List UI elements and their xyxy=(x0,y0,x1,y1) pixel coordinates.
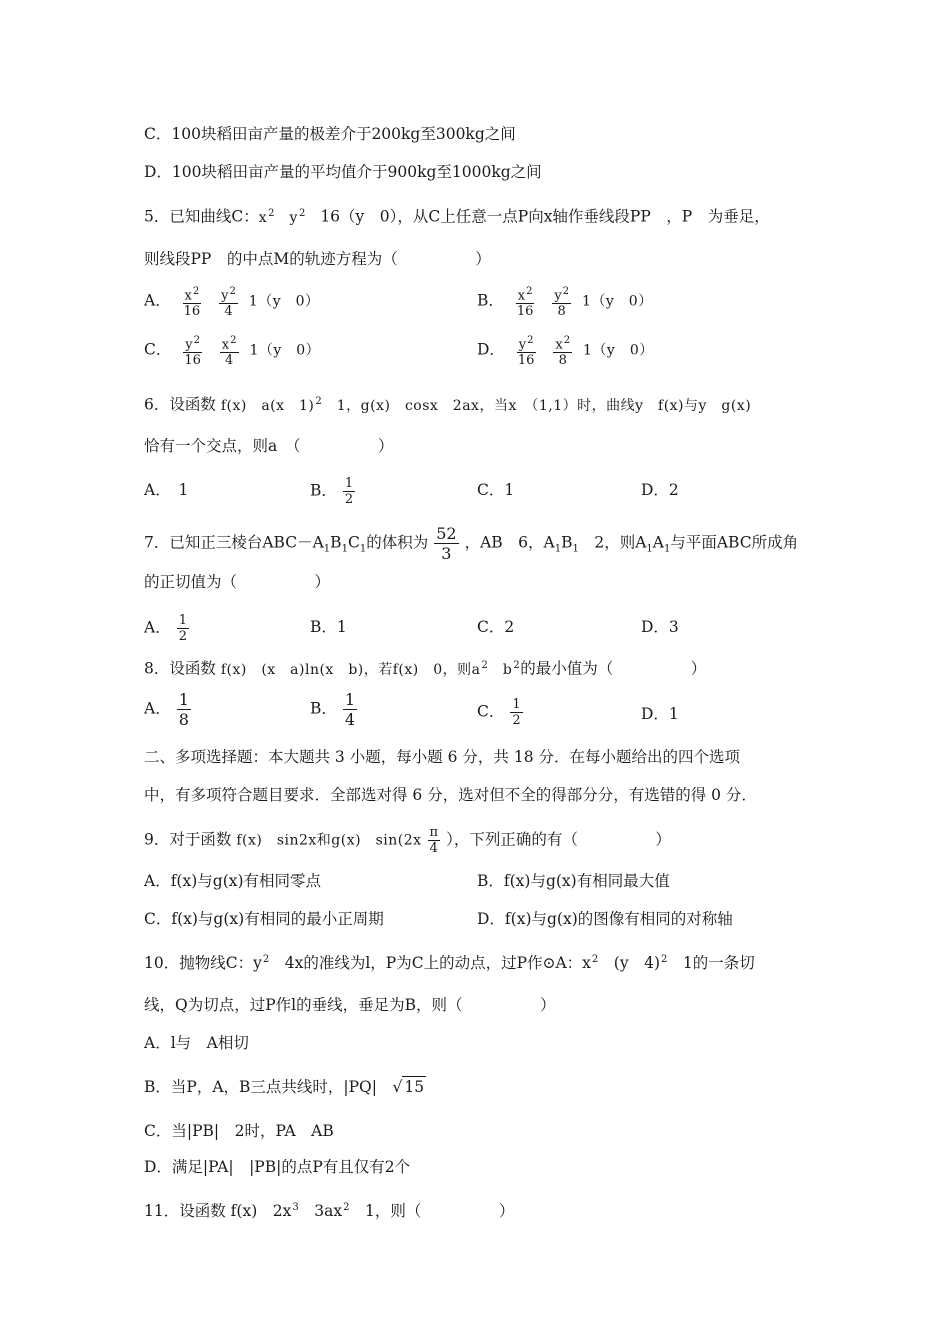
fraction: $\frac{y^2}{16}$ xyxy=(517,335,535,369)
q9-option-b: B．f(x)与g(x)有相同最大值 xyxy=(477,872,670,890)
q6-option-a: A． 1 xyxy=(144,481,189,499)
q6-option-c: C．1 xyxy=(477,481,515,499)
fraction: $\frac{1}{2}$ xyxy=(512,697,521,728)
q7-stem: 7．已知正三棱台$ABC-A_1B_1C_1$的体积为 $\frac{52}{3}$ ，AB 6，$A_1B_1$ 2，则$A_1A_1$与平面ABC所成角 xyxy=(144,524,799,563)
q7-option-c: C．2 xyxy=(477,618,515,636)
q5-stem xyxy=(144,204,770,228)
q6-stem-line2: 恰有一个交点，则a （ ） xyxy=(144,437,394,455)
section2-instructions-line1: 二、多项选择题：本大题共 3 小题，每小题 6 分，共 18 分．在每小题给出的四个选项 xyxy=(144,748,741,766)
option-c-previous: C．100块稻田亩产量的极差介于200kg至300kg之间 xyxy=(144,125,516,143)
fraction: $\frac{y^2}{4}$ xyxy=(221,286,236,320)
fraction: $\frac{1}{2}$ xyxy=(178,613,187,644)
volume-fraction: $\frac{52}{3}$ xyxy=(436,524,457,563)
fraction: $\frac{x^2}{4}$ xyxy=(221,335,237,369)
q6-stem: 6．设函数 f(x) a(x 1)$^2$ 1，g(x) cosx 2ax，当x （1,1）时，曲线y f(x)与y g(x) xyxy=(144,395,752,414)
q10-stem-line2: 线，Q为切点，过P作l的垂线，垂足为B，则（ ） xyxy=(144,996,556,1014)
fraction: $\frac{x^2}{16}$ xyxy=(516,286,534,320)
pi-over-4-fraction: $\frac{\pi}{4}$ xyxy=(429,825,439,856)
q8-option-c: C． $\frac{1}{2}$ xyxy=(477,697,521,728)
fraction: $\frac{y^2}{8}$ xyxy=(554,286,570,320)
q8-function: f(x) (x a)ln(x b)，若f(x) 0，则$a^2$ $b^2$ xyxy=(220,660,521,678)
q11-stem: 11．设函数 f(x) $2x^3$ $3ax^2$ 1，则（ ） xyxy=(144,1202,515,1221)
fraction: $\frac{1}{8}$ xyxy=(178,690,189,729)
q5-option-c: C． $\frac{y^2}{16}$ $\frac{x^2}{4}$ 1（y 0） xyxy=(144,335,321,369)
q5-label: 5．已知曲线C： xyxy=(144,207,259,226)
sqrt-15: √ 15 xyxy=(392,1078,425,1096)
q5-x2: $x^2$ $y^2$ xyxy=(258,208,306,226)
q7-option-b: B．1 xyxy=(310,618,347,636)
q8-option-d: D．1 xyxy=(641,705,679,723)
q9-option-c: C．f(x)与g(x)有相同的最小正周期 xyxy=(144,910,384,928)
q8-option-b: B． $\frac{1}{4}$ xyxy=(310,690,356,729)
q10-option-b: B．当P，A，B三点共线时，|PQ| √ 15 xyxy=(144,1078,425,1096)
q9-option-a: A．f(x)与g(x)有相同零点 xyxy=(144,872,322,890)
q5-stem-line2: 则线段PP 的中点M的轨迹方程为（ ） xyxy=(144,250,491,268)
q8-option-a: A． $\frac{1}{8}$ xyxy=(144,690,189,729)
fraction: $\frac{y^2}{16}$ xyxy=(184,335,201,369)
option-d-previous: D．100块稻田亩产量的平均值介于900kg至1000kg之间 xyxy=(144,163,542,181)
q10-stem: 10．抛物线C：$y^2$ 4x的准线为l，P为C上的动点，过P作⊙A：$x^2$ (y 4)$^2$ 1的一条切 xyxy=(144,954,755,973)
q7-option-a: A． $\frac{1}{2}$ xyxy=(144,613,187,644)
q9-stem: 9．对于函数 f(x) sin2x和g(x) sin(2x $\frac{\pi}{4}$ ），下列正确的有（ ） xyxy=(144,825,671,856)
fraction: $\frac{x^2}{16}$ xyxy=(183,286,201,320)
fraction: $\frac{1}{4}$ xyxy=(344,690,356,729)
q5-stem-rest: 16（y 0），从C上任意一点P向x轴作垂线段PP ，P 为垂足， xyxy=(320,207,770,226)
q7-stem-line2: 的正切值为（ ） xyxy=(144,573,331,591)
q6-option-b: B． $\frac{1}{2}$ xyxy=(310,476,354,507)
q5-option-b: B． $\frac{x^2}{16}$ $\frac{y^2}{8}$ 1（y 0） xyxy=(477,286,653,320)
q10-option-d: D．满足|PA| |PB|的点P有且仅有2个 xyxy=(144,1158,411,1176)
q6-function: f(x) a(x 1)$^2$ 1，g(x) cosx 2ax，当x （1,1）时，曲线y f(x)与y g(x) xyxy=(220,396,752,414)
fraction: $\frac{x^2}{8}$ xyxy=(555,335,571,369)
q9-option-d: D．f(x)与g(x)的图像有相同的对称轴 xyxy=(477,910,733,928)
q8-stem: 8．设函数 f(x) (x a)ln(x b)，若f(x) 0，则$a^2$ $b^2$的最小值为（ ） xyxy=(144,659,707,678)
section2-instructions-line2: 中，有多项符合题目要求．全部选对得 6 分，选对但不全的得部分分，有选错的得 0 分． xyxy=(144,786,757,804)
q10-option-c: C．当|PB| 2时，PA AB xyxy=(144,1122,334,1140)
fraction: $\frac{1}{2}$ xyxy=(344,476,354,507)
q10-option-a: A．l与 A相切 xyxy=(144,1034,249,1052)
q7-option-d: D．3 xyxy=(641,618,679,636)
q5-option-a: A． $\frac{x^2}{16}$ $\frac{y^2}{4}$ 1（y 0） xyxy=(144,286,320,320)
q6-option-d: D．2 xyxy=(641,481,679,499)
q5-option-d: D． $\frac{y^2}{16}$ $\frac{x^2}{8}$ 1（y 0） xyxy=(477,335,654,369)
